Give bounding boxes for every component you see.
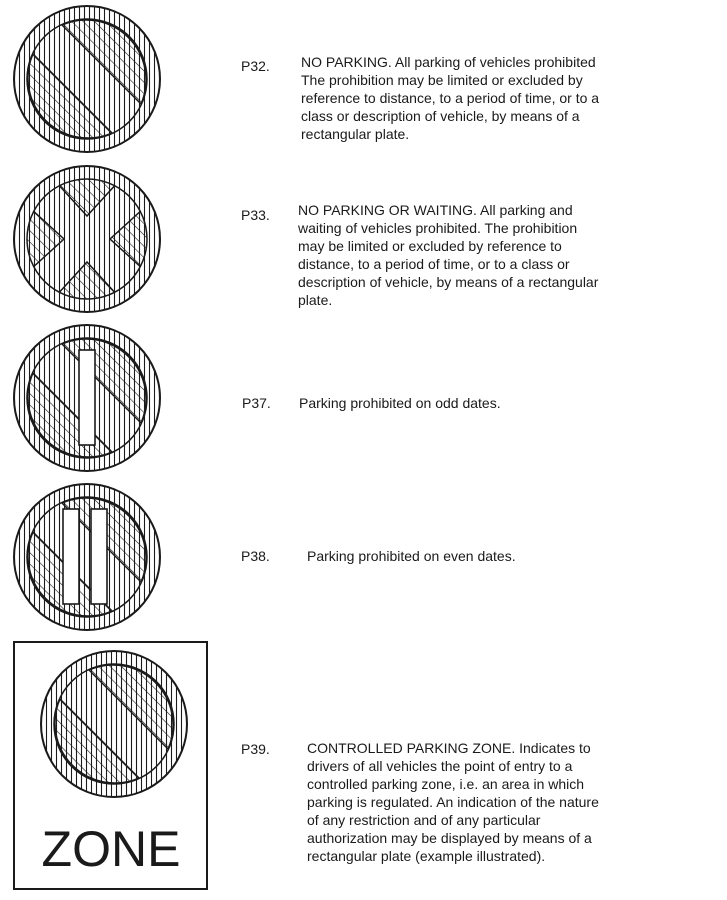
description-line: rectangular plate (example illustrated). [307,848,546,864]
description-line: Parking prohibited on odd dates. [299,395,501,411]
description-line: CONTROLLED PARKING ZONE. Indicates to [307,740,591,756]
sign-description [307,739,599,865]
description-line: controlled parking zone, i.e. an area in which [307,776,585,792]
no-parking-odd-dates-sign-icon [12,323,164,475]
description-line: distance, to a period of time, or to a class or [298,256,570,272]
description-line: drivers of all vehicles the point of entry to a [307,758,573,774]
description-line: The prohibition may be limited or excluded by [301,72,583,88]
description-line: description of vehicle, by means of a rectangular [298,274,599,290]
description-line: NO PARKING OR WAITING. All parking and [298,202,573,218]
sign-code: P32. [241,58,270,74]
description-line: Parking prohibited on even dates. [307,548,516,564]
description-line: rectangular plate. [301,126,410,142]
description-line: may be limited or excluded by reference to [298,238,562,254]
sign-description [307,547,516,565]
sign-code: P37. [242,395,271,411]
description-line: plate. [298,292,333,308]
no-parking-sign-icon [12,4,164,156]
sign-code: P39. [241,741,270,757]
sign-code: P38. [241,548,270,564]
description-line: of any restriction and of any particular [307,812,541,828]
description-line: parking is regulated. An indication of the nature [307,794,599,810]
sign-description [298,201,598,309]
description-line: waiting of vehicles prohibited. The prohibition [298,220,578,236]
no-parking-or-waiting-sign-icon [12,164,164,316]
zone-label: ZONE [41,821,181,877]
description-line: reference to distance, to a period of time, or to a [301,90,600,106]
description-line: class or description of vehicle, by means of a [301,108,580,124]
sign-description [301,53,599,143]
sign-description [299,394,501,412]
description-line: authorization may be displayed by means of a [307,830,592,846]
description-line: NO PARKING. All parking of vehicles prohibited [301,54,596,70]
no-parking-even-dates-sign-icon [12,482,164,634]
controlled-parking-zone-sign-icon [13,641,209,891]
sign-code: P33. [241,207,270,223]
